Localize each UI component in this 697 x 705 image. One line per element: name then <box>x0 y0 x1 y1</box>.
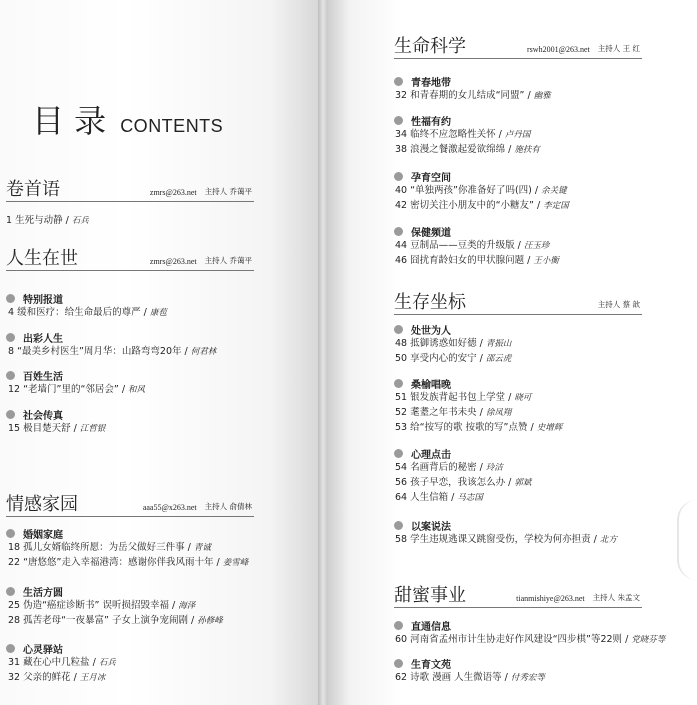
toc-entry[interactable]: 12 “老墙门”里的“邻居会” / 和风 <box>8 384 146 395</box>
toc-entry[interactable]: 32 父亲的鲜花 / 王月冰 <box>8 672 106 683</box>
section-host: 主持人 朱孟文 <box>592 593 640 602</box>
bullet-icon <box>394 172 403 181</box>
section-title: 甜蜜事业 <box>394 585 466 605</box>
toc-entry[interactable]: 15 极目楚天舒 / 江哲银 <box>8 423 106 434</box>
category-heading: 心灵驿站 <box>6 641 63 656</box>
section-header <box>6 178 254 202</box>
toc-entry[interactable]: 50 享受内心的安宁 / 邵云虎 <box>395 353 512 364</box>
section-email: aaa55@x263.net <box>142 503 197 512</box>
category-heading: 婚姻家庭 <box>6 526 63 541</box>
section-header <box>6 247 254 271</box>
toc-entry[interactable]: 64 人生信箱 / 马志国 <box>395 492 483 503</box>
toc-entry[interactable]: 22 “唐悠悠”走入幸福港湾：感谢你伴我风雨十年 / 姜雪峰 <box>8 557 249 568</box>
category-heading: 生育文苑 <box>394 656 451 671</box>
category-heading: 社会传真 <box>6 407 63 422</box>
section-title: 生存坐标 <box>394 292 466 312</box>
toc-entry[interactable]: 1 生死与动静 / 石兵 <box>6 215 89 226</box>
page-curl <box>677 500 697 580</box>
category-heading: 保健频道 <box>394 224 451 239</box>
section-title: 人生在世 <box>6 248 78 268</box>
bullet-icon <box>394 621 403 630</box>
toc-entry[interactable]: 51 银发族背起书包上学堂 / 晓可 <box>395 392 532 403</box>
bullet-icon <box>394 77 403 86</box>
section-email: zmrs@263.net <box>149 188 197 197</box>
bullet-icon <box>394 116 403 125</box>
book-gutter <box>318 0 328 705</box>
toc-entry[interactable]: 56 孩子早恋，我该怎么办 / 郭斌 <box>395 477 532 488</box>
toc-entry[interactable]: 4 缓和医疗：给生命最后的尊严 / 康苞 <box>8 307 167 318</box>
toc-entry[interactable]: 18 孤儿女婿临终所愿：为岳父做好三件事 / 青诚 <box>8 542 211 553</box>
section-title: 卷首语 <box>6 179 60 199</box>
toc-entry[interactable]: 31 藏在心中几粒盐 / 石兵 <box>8 657 116 668</box>
toc-entry[interactable]: 40 “单独两孩”你准备好了吗(四) / 余关键 <box>395 185 567 196</box>
category-heading: 心理点击 <box>394 446 451 461</box>
bullet-icon <box>394 379 403 388</box>
section-email: zmrs@263.net <box>149 257 197 266</box>
category-heading: 性福有约 <box>394 113 451 128</box>
category-heading: 处世为人 <box>394 322 451 337</box>
toc-entry[interactable]: 52 耄耋之年书未央 / 徐凤翔 <box>395 407 512 418</box>
bullet-icon <box>394 227 403 236</box>
toc-entry[interactable]: 28 孤苦老母“一夜暴富” 子女上演争宠闹剧 / 孙修峰 <box>8 615 223 626</box>
section-title: 生命科学 <box>394 36 466 56</box>
section-header <box>394 291 642 315</box>
toc-title-zh: 目 录 <box>32 102 107 140</box>
bullet-icon <box>6 294 15 303</box>
toc-entry[interactable]: 44 豆制品——豆类的升级版 / 汪玉珍 <box>395 240 550 251</box>
section-header <box>394 35 642 59</box>
toc-entry[interactable]: 53 给“按写的歌 按歌的写”点赞 / 史增辉 <box>395 422 563 433</box>
toc-heading <box>32 96 223 142</box>
category-heading: 出彩人生 <box>6 330 63 345</box>
category-heading: 生活方圆 <box>6 584 63 599</box>
section-header <box>394 584 642 608</box>
toc-entry[interactable]: 60 河南省孟州市计生协走好作风建设“四步棋”等22则 / 党晓芬等 <box>395 634 666 645</box>
toc-entry[interactable]: 62 诗歌 漫画 人生微语等 / 付秀宏等 <box>395 672 545 683</box>
bullet-icon <box>6 333 15 342</box>
section-host: 主持人 乔蔼平 <box>204 187 252 196</box>
bullet-icon <box>6 371 15 380</box>
category-heading: 直通信息 <box>394 618 451 633</box>
toc-entry[interactable]: 42 密切关注小朋友中的“小糖友” / 李定国 <box>395 200 569 211</box>
category-heading: 孕育空间 <box>394 169 451 184</box>
section-host: 主持人 俞倩林 <box>204 502 252 511</box>
section-title: 情感家园 <box>6 494 78 514</box>
right-page <box>328 0 697 705</box>
toc-entry[interactable]: 32 和青春期的女儿结成“同盟” / 幽雅 <box>395 90 551 101</box>
bullet-icon <box>6 644 15 653</box>
section-host: 主持人 乔蔼平 <box>204 256 252 265</box>
toc-entry[interactable]: 58 学生违规逃课又跳窗受伤，学校为何亦担责 / 北方 <box>395 534 617 545</box>
toc-entry[interactable]: 48 抵御诱惑如好德 / 青振山 <box>395 338 512 349</box>
section-email: rswh2001@263.net <box>527 45 590 54</box>
bullet-icon <box>6 410 15 419</box>
toc-entry[interactable]: 38 浪漫之餐激起爱欲绵绵 / 施扶有 <box>395 144 540 155</box>
category-heading: 特别报道 <box>6 291 63 306</box>
toc-entry[interactable]: 54 名画背后的秘密 / 玲洁 <box>395 462 503 473</box>
toc-entry[interactable]: 8 “最美乡村医生”周月华：山路弯弯20年 / 何君林 <box>8 346 217 357</box>
bullet-icon <box>394 325 403 334</box>
section-header <box>6 493 254 517</box>
bullet-icon <box>6 529 15 538</box>
section-host: 主持人 蔡 歆 <box>597 300 640 309</box>
toc-entry[interactable]: 34 临终不应忽略性关怀 / 卢丹国 <box>395 129 531 140</box>
bullet-icon <box>394 659 403 668</box>
toc-title-en: CONTENTS <box>120 116 224 136</box>
toc-entry[interactable]: 46 囧扰育龄妇女的甲状腺问题 / 王小衡 <box>395 255 559 266</box>
category-heading: 桑榆唱晚 <box>394 376 451 391</box>
bullet-icon <box>394 521 403 530</box>
category-heading: 百姓生活 <box>6 368 63 383</box>
section-host: 主持人 王 红 <box>597 44 640 53</box>
left-page <box>0 0 318 705</box>
category-heading: 以案说法 <box>394 518 451 533</box>
category-heading: 青春地带 <box>394 74 451 89</box>
bullet-icon <box>6 587 15 596</box>
bullet-icon <box>394 449 403 458</box>
toc-entry[interactable]: 25 伪造“癌症诊断书” 误听损招毁幸福 / 海泽 <box>8 600 196 611</box>
section-email: tianmishiye@263.net <box>516 594 585 603</box>
